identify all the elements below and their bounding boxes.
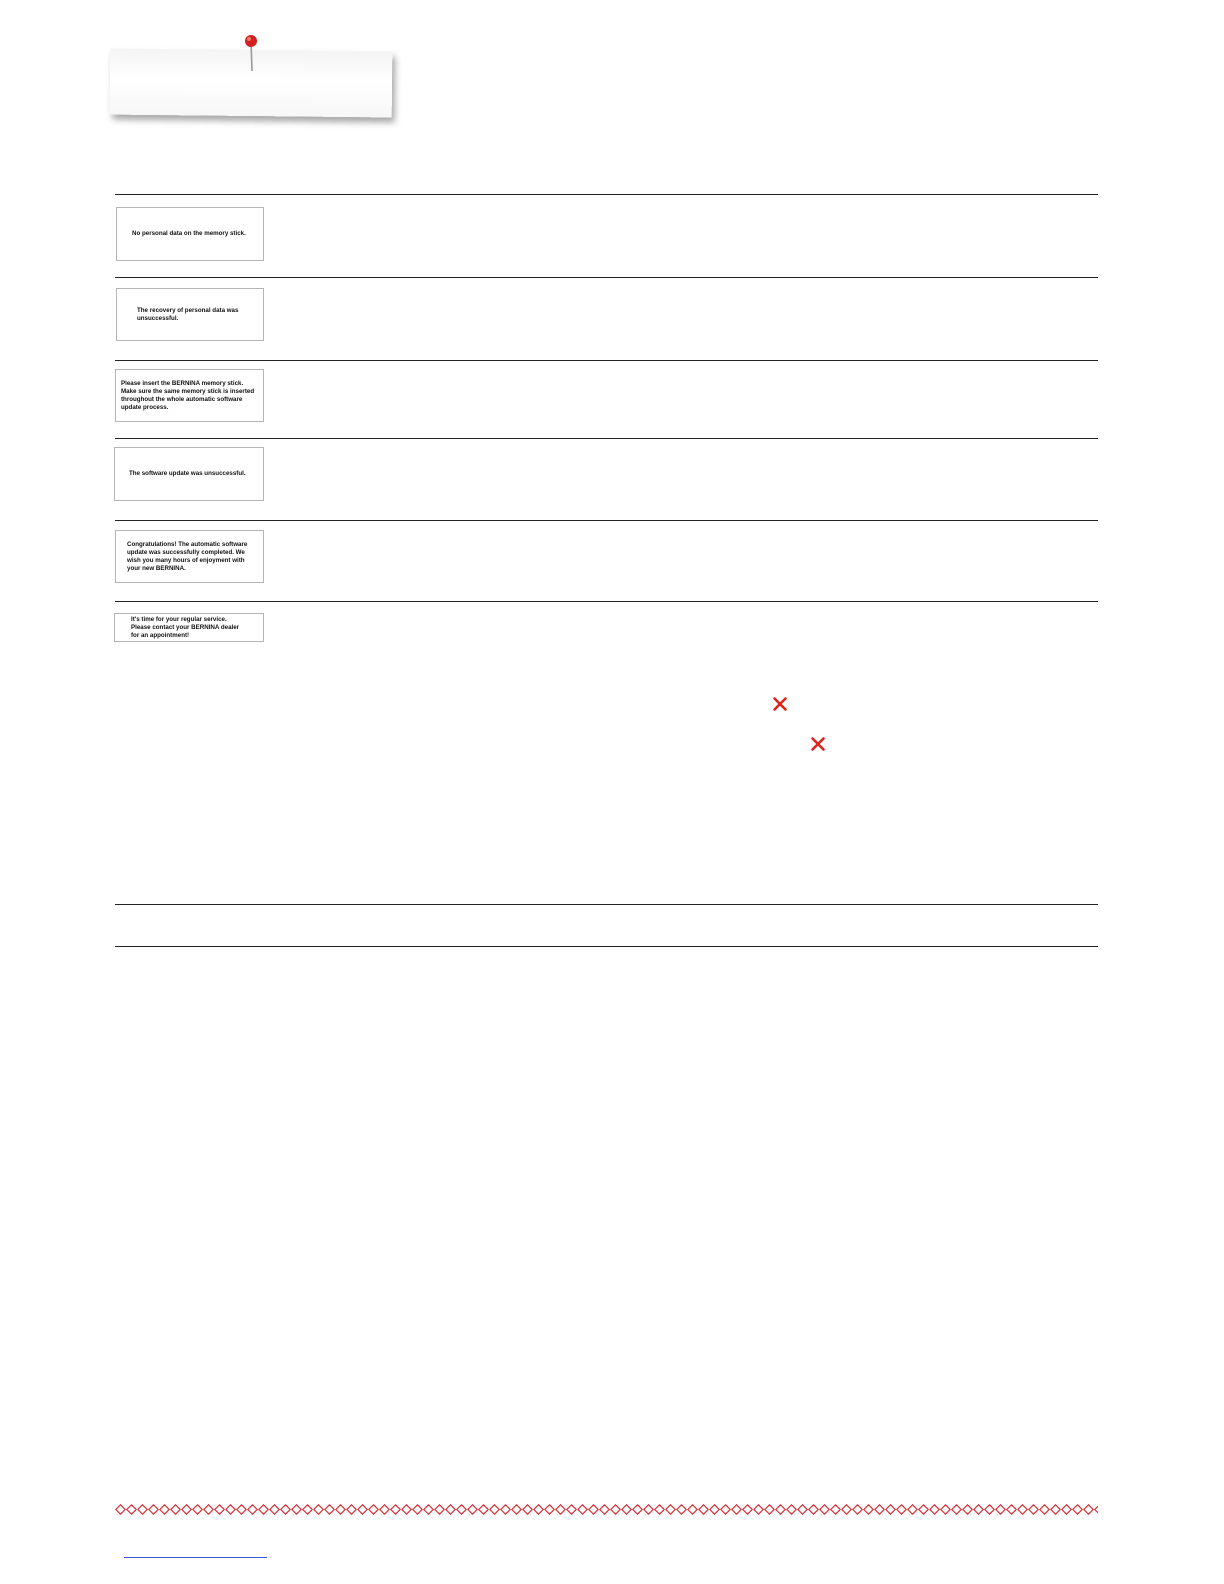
message-screen — [115, 369, 264, 422]
decorative-border — [115, 1504, 1098, 1515]
message-text: It's time for your regular service. Please contact your BERNINA dealer for an appointment! — [131, 615, 240, 639]
table-rule — [115, 194, 1098, 195]
message-text: Please insert the BERNINA memory stick. Make sure the same memory stick is inserted throughout the whole automatic software update process. — [121, 379, 255, 411]
message-text: The recovery of personal data was unsuccessful. — [137, 306, 239, 322]
message-screen — [115, 530, 264, 583]
table-rule — [115, 438, 1098, 439]
close-icon[interactable] — [772, 696, 788, 712]
table-rule — [115, 946, 1098, 947]
message-text: Congratulations! The automatic software update was successfully completed. We wish you many hours of enjoyment with your new BERNINA. — [127, 540, 248, 572]
message-screen — [116, 207, 264, 261]
message-screen — [116, 288, 264, 341]
table-rule — [115, 360, 1098, 361]
message-text: No personal data on the memory stick. — [132, 230, 246, 237]
table-rule — [115, 601, 1098, 602]
message-screen — [114, 613, 264, 642]
message-screen — [114, 447, 264, 501]
pushpin-icon — [243, 33, 259, 73]
footer-link-underline[interactable] — [124, 1557, 267, 1558]
close-icon[interactable] — [810, 736, 826, 752]
table-rule — [115, 277, 1098, 278]
message-text: The software update was unsuccessful. — [129, 470, 246, 477]
table-rule — [115, 904, 1098, 905]
table-rule — [115, 520, 1098, 521]
